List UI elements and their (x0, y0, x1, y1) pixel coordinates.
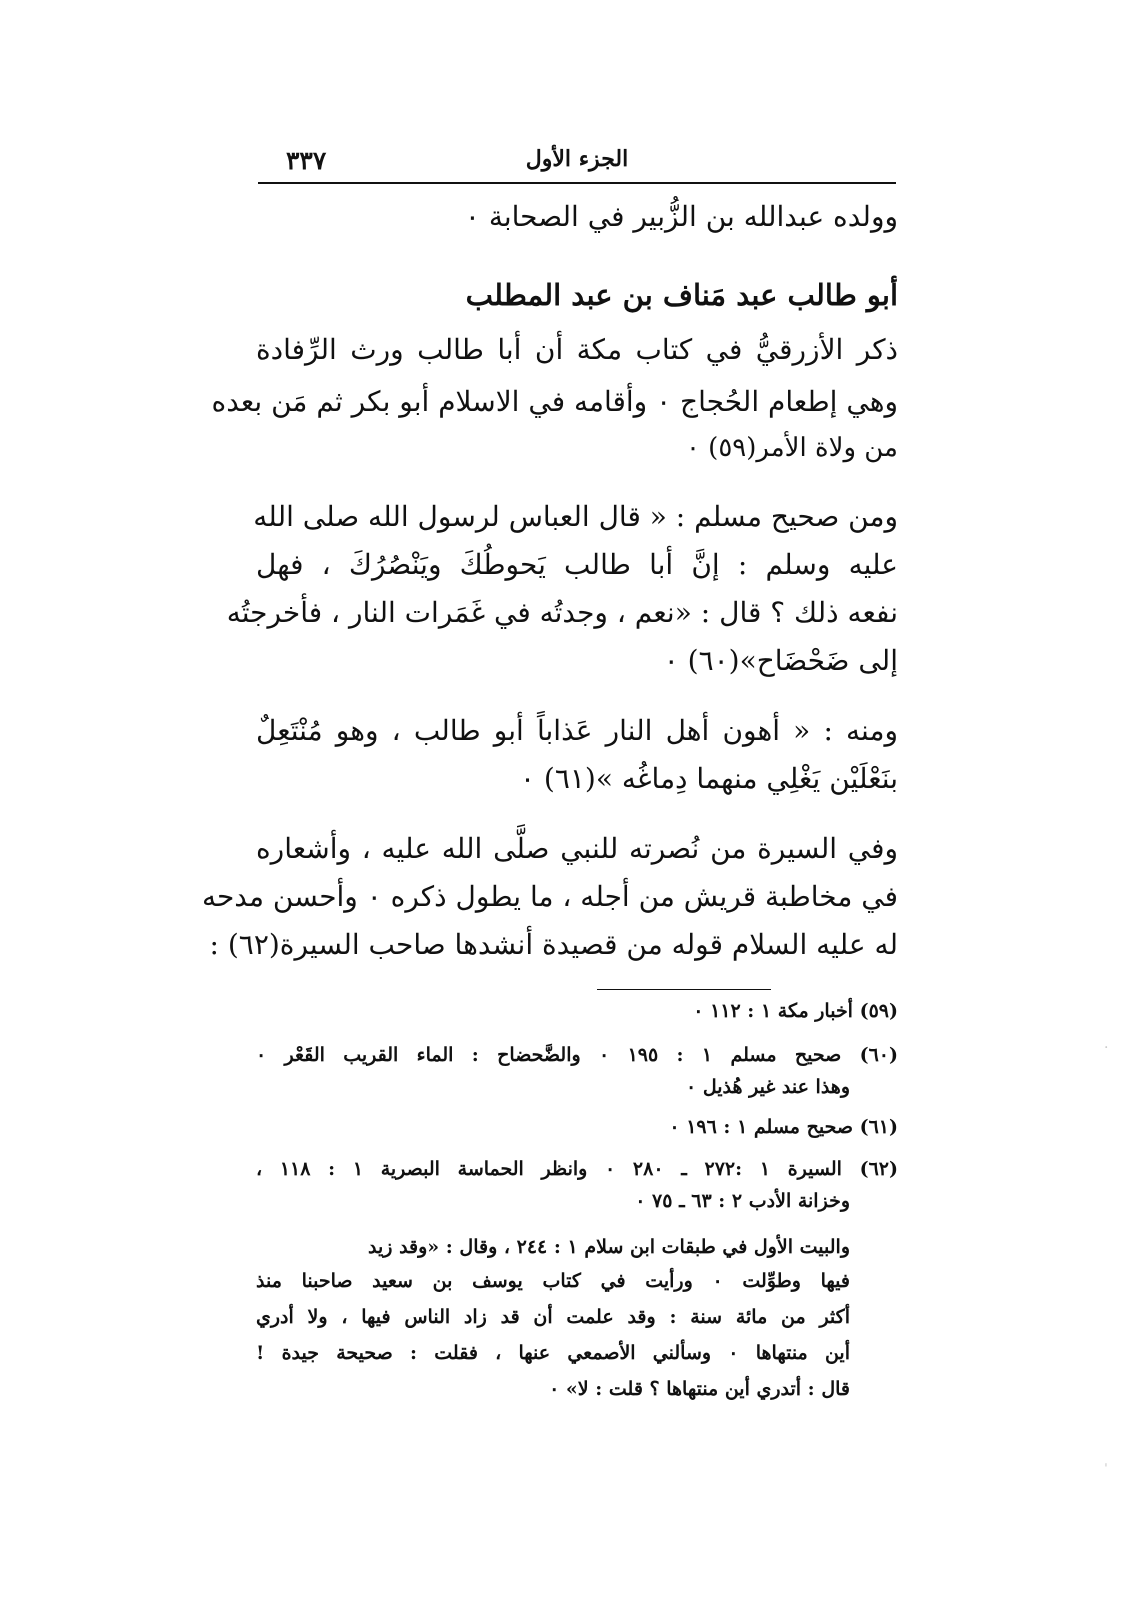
paragraph-1-line-3: من ولاة الأمر(٥٩) ٠ (685, 433, 898, 463)
footnote-note-line-1: والبيت الأول في طبقات ابن سلام ١ : ٢٤٤ ، وقال : «وقد زيد (368, 1236, 850, 1258)
page-header (258, 138, 896, 184)
paragraph-4-line-1: وفي السيرة من نُصرته للنبي صلَّى الله عليه ، وأشعاره (256, 832, 898, 865)
paragraph-2-line-2: عليه وسلم : إنَّ أبا طالب يَحوطُكَ ويَنْصُرُكَ ، فهل (256, 548, 898, 581)
footnote-61: (٦١) صحيح مسلم ١ : ١٩٦ ٠ (669, 1116, 898, 1138)
paragraph-3-line-1: ومنه : « أهون أهل النار عَذاباً أبو طالب ، وهو مُنْتَعِلٌ (256, 714, 898, 747)
paragraph-4-line-2: في مخاطبة قريش من أجله ، ما يطول ذكره ٠ وأحسن مدحه (201, 880, 898, 913)
running-title: الجزء الأول (525, 146, 629, 172)
footnote-separator (597, 989, 771, 990)
footnote-62-line-1: (٦٢) السيرة ١ :٢٧٢ ـ ٢٨٠ ٠ وانظر الحماسة البصرية ١ : ١١٨ ، (256, 1158, 898, 1180)
paragraph-3-line-2: بنَعْلَيْن يَغْلِي منهما دِماغُه »(٦١) ٠ (519, 762, 898, 795)
paragraph-1-line-1: ذكر الأزرقيُّ في كتاب مكة أن أبا طالب ورث الرِّفادة (256, 333, 898, 366)
footnote-note-line-5: قال : أتدري أين منتهاها ؟ قلت : لا» ٠ (549, 1378, 850, 1400)
scan-edge-mark-lower: ˈ (1104, 1462, 1108, 1478)
paragraph-2-line-1: ومن صحيح مسلم : « قال العباس لرسول الله صلى الله (253, 500, 898, 533)
footnote-60-line-1: (٦٠) صحيح مسلم ١ : ١٩٥ ٠ والضَّحضاح : الماء القريب القَعْر ٠ (256, 1044, 898, 1066)
footnote-note-line-2: فيها وطوِّلت ٠ ورأيت في كتاب يوسف بن سعيد صاحبنا منذ (256, 1270, 850, 1292)
paragraph-4-line-3: له عليه السلام قوله من قصيدة أنشدها صاحب السيرة(٦٢) : (209, 928, 898, 961)
footnote-60-line-2: وهذا عند غير هُذيل ٠ (686, 1076, 850, 1098)
scan-edge-mark: · (1104, 1040, 1109, 1056)
paragraph-1-line-2: وهي إطعام الحُجاج ٠ وأقامه في الاسلام أبو بكر ثم مَن بعده (211, 385, 898, 418)
page-number: ٣٣٧ (286, 146, 327, 175)
footnote-note-line-4: أين منتهاها ٠ وسألني الأصمعي عنها ، فقلت : صحيحة جيدة ! (256, 1342, 850, 1364)
footnote-62-line-2: وخزانة الأدب ٢ : ٦٣ ـ ٧٥ ٠ (635, 1190, 850, 1212)
paragraph-2-line-3: نفعه ذلك ؟ قال : «نعم ، وجدتُه في غَمَرات النار ، فأخرجتُه (226, 596, 898, 629)
section-heading: أبو طالب عبد مَناف بن عبد المطلب (465, 278, 898, 312)
intro-line: وولده عبدالله بن الزُّبير في الصحابة ٠ (464, 200, 898, 233)
paragraph-2-line-4: إلى ضَحْضَاح»(٦٠) ٠ (663, 644, 898, 677)
footnote-59: (٥٩) أخبار مكة ١ : ١١٢ ٠ (693, 1000, 898, 1022)
footnote-note-line-3: أكثر من مائة سنة : وقد علمت أن قد زاد الناس فيها ، ولا أدري (256, 1306, 850, 1328)
